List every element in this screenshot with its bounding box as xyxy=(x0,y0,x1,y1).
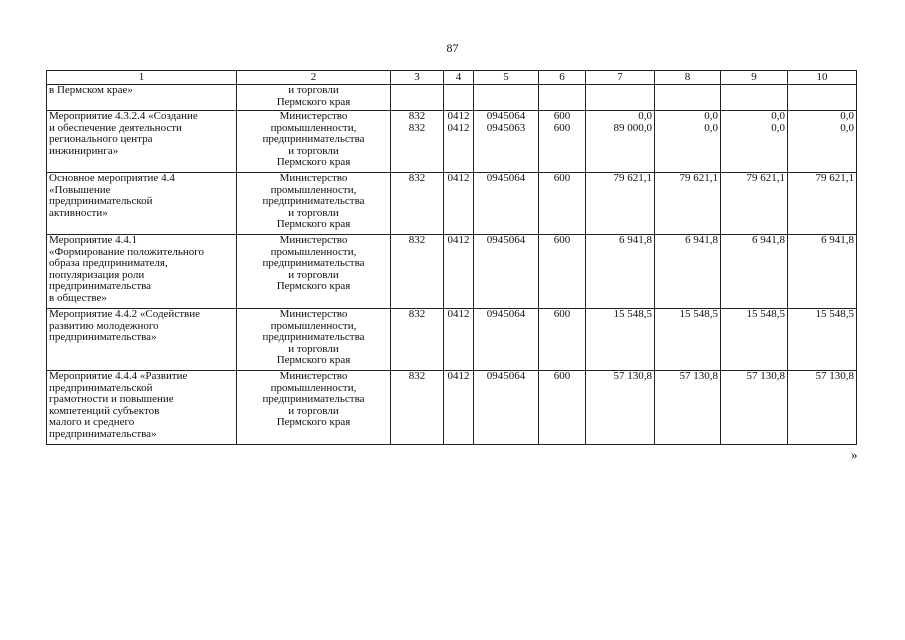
cell-amount-col8 xyxy=(655,309,721,371)
cell-activity-name xyxy=(47,173,237,235)
cell-line: развитию молодежного xyxy=(49,319,159,332)
cell-line: 0,0 xyxy=(704,121,718,134)
cell-line: предпринимательства xyxy=(49,280,152,292)
cell-line: 0412 xyxy=(447,172,470,184)
cell-line: Мероприятие 4.4.2 «Содействие xyxy=(49,308,200,320)
cell-line: Пермского края xyxy=(276,416,351,428)
cell-grbs-code xyxy=(391,371,444,445)
cell-executor xyxy=(237,235,391,309)
table-row xyxy=(47,235,857,309)
table-row xyxy=(47,309,857,371)
header-col-2: 2 xyxy=(237,71,391,85)
header-col-4: 4 xyxy=(444,71,474,85)
cell-line: предпринимательства xyxy=(262,393,365,405)
cell-line: 57 130,8 xyxy=(613,370,652,382)
cell-line: предпринимательства» xyxy=(49,331,157,343)
cell-line: предпринимательства xyxy=(262,133,365,145)
cell-expense-type xyxy=(539,235,586,309)
cell-amount-col10 xyxy=(788,371,857,445)
cell-line: 79 621,1 xyxy=(746,172,785,184)
cell-amount-col7 xyxy=(586,111,655,173)
cell-expense-type xyxy=(539,85,586,111)
cell-amount-col8 xyxy=(655,371,721,445)
cell-line: предпринимательства» xyxy=(49,427,157,440)
cell-section-code xyxy=(444,235,474,309)
cell-amount-col8 xyxy=(655,85,721,111)
cell-line: Министерство xyxy=(279,234,348,246)
cell-section-code xyxy=(444,371,474,445)
cell-activity-name xyxy=(47,371,237,445)
cell-line: компетенций субъектов xyxy=(49,404,160,417)
cell-line: 15 548,5 xyxy=(746,308,785,320)
cell-activity-name xyxy=(47,111,237,173)
cell-activity-name xyxy=(47,85,237,111)
cell-amount-col9 xyxy=(721,111,788,173)
cell-line: 0945064 xyxy=(486,172,526,184)
cell-line: 0945064 xyxy=(486,308,526,320)
cell-line: и торговли xyxy=(288,268,339,281)
cell-line: 0412 xyxy=(447,110,470,122)
cell-target-code xyxy=(474,235,539,309)
cell-line: Министерство xyxy=(279,308,348,320)
cell-line: 832 xyxy=(408,370,426,382)
table-row xyxy=(47,371,857,445)
cell-line: Министерство xyxy=(279,110,348,122)
cell-line: 89 000,0 xyxy=(613,121,652,134)
cell-line: Мероприятие 4.4.1 xyxy=(49,234,138,246)
cell-line: 15 548,5 xyxy=(613,308,652,320)
header-col-8: 8 xyxy=(655,71,721,85)
cell-line: 6 941,8 xyxy=(821,234,854,246)
header-col-6: 6 xyxy=(539,71,586,85)
header-col-1: 1 xyxy=(47,71,237,85)
cell-executor xyxy=(237,111,391,173)
cell-grbs-code xyxy=(391,235,444,309)
cell-line: в Пермском крае» xyxy=(49,84,133,96)
cell-line: Пермского края xyxy=(276,280,351,292)
cell-line: и торговли xyxy=(288,206,339,219)
cell-line: 79 621,1 xyxy=(613,172,652,184)
cell-line: 832 xyxy=(408,121,426,134)
cell-line: промышленности, xyxy=(270,121,357,134)
cell-grbs-code xyxy=(391,111,444,173)
cell-amount-col7 xyxy=(586,309,655,371)
cell-line: 0945064 xyxy=(486,110,526,122)
cell-line: активности» xyxy=(49,206,108,219)
table-row xyxy=(47,173,857,235)
cell-line: грамотности и повышение xyxy=(49,393,174,405)
cell-line: 0,0 xyxy=(840,121,854,134)
cell-line: 6 941,8 xyxy=(685,234,718,246)
cell-grbs-code xyxy=(391,309,444,371)
cell-amount-col9 xyxy=(721,235,788,309)
cell-target-code xyxy=(474,173,539,235)
cell-line: 600 xyxy=(553,172,571,184)
cell-line: 0945063 xyxy=(486,121,526,134)
cell-amount-col10 xyxy=(788,85,857,111)
cell-line: предпринимательства xyxy=(262,257,365,269)
table-row xyxy=(47,85,857,111)
cell-line: и обеспечение деятельности xyxy=(49,121,182,134)
cell-line: 832 xyxy=(408,234,426,246)
cell-line: 0412 xyxy=(447,121,470,134)
cell-line: 0,0 xyxy=(840,110,854,122)
cell-line: Пермского края xyxy=(276,354,351,366)
cell-line: предпринимательской xyxy=(49,195,153,207)
cell-line: промышленности, xyxy=(270,381,357,394)
cell-amount-col8 xyxy=(655,173,721,235)
cell-line: 6 941,8 xyxy=(752,234,785,246)
cell-line: 0412 xyxy=(447,308,470,320)
cell-amount-col10 xyxy=(788,309,857,371)
cell-line: Мероприятие 4.4.4 «Развитие xyxy=(49,370,188,382)
cell-line: «Формирование положительного xyxy=(49,245,204,258)
cell-target-code xyxy=(474,309,539,371)
cell-expense-type xyxy=(539,173,586,235)
cell-target-code xyxy=(474,85,539,111)
cell-line: 15 548,5 xyxy=(815,308,854,320)
cell-section-code xyxy=(444,309,474,371)
cell-amount-col7 xyxy=(586,85,655,111)
cell-line: 600 xyxy=(553,121,571,134)
cell-line: образа предпринимателя, xyxy=(49,257,168,269)
cell-amount-col9 xyxy=(721,173,788,235)
cell-line: предпринимательства xyxy=(262,331,365,343)
budget-table xyxy=(46,70,857,445)
header-col-9: 9 xyxy=(721,71,788,85)
header-col-5: 5 xyxy=(474,71,539,85)
cell-line: 0,0 xyxy=(704,110,718,122)
cell-line: 57 130,8 xyxy=(746,370,785,382)
cell-line: промышленности, xyxy=(270,183,357,196)
cell-line: 600 xyxy=(553,234,571,246)
cell-line: предпринимательской xyxy=(49,381,153,394)
cell-line: популяризация роли xyxy=(49,268,145,281)
cell-activity-name xyxy=(47,235,237,309)
cell-line: 600 xyxy=(553,370,571,382)
cell-section-code xyxy=(444,111,474,173)
cell-line: 79 621,1 xyxy=(815,172,854,184)
cell-line: и торговли xyxy=(288,144,339,157)
cell-section-code xyxy=(444,85,474,111)
cell-amount-col10 xyxy=(788,235,857,309)
cell-line: и торговли xyxy=(288,342,339,355)
header-col-3: 3 xyxy=(391,71,444,85)
cell-amount-col10 xyxy=(788,111,857,173)
cell-line: инжиниринга» xyxy=(49,144,119,157)
cell-amount-col8 xyxy=(655,235,721,309)
cell-expense-type xyxy=(539,111,586,173)
cell-grbs-code xyxy=(391,173,444,235)
cell-line: 57 130,8 xyxy=(679,370,718,382)
cell-line: и торговли xyxy=(288,404,339,417)
cell-line: 0412 xyxy=(447,234,470,246)
cell-line: 0412 xyxy=(447,370,470,382)
cell-line: 600 xyxy=(553,308,571,320)
cell-line: 0,0 xyxy=(771,121,785,134)
cell-line: Пермского края xyxy=(276,156,351,168)
cell-amount-col7 xyxy=(586,235,655,309)
cell-line: 79 621,1 xyxy=(679,172,718,184)
cell-executor xyxy=(237,85,391,111)
cell-line: Пермского края xyxy=(276,95,351,108)
cell-grbs-code xyxy=(391,85,444,111)
cell-target-code xyxy=(474,371,539,445)
cell-line: предпринимательства xyxy=(262,195,365,207)
cell-amount-col10 xyxy=(788,173,857,235)
cell-line: Основное мероприятие 4.4 xyxy=(49,172,175,184)
cell-line: 0,0 xyxy=(638,110,652,122)
cell-line: в обществе» xyxy=(49,291,107,304)
cell-line: 0945064 xyxy=(486,234,526,246)
cell-executor xyxy=(237,371,391,445)
cell-expense-type xyxy=(539,309,586,371)
cell-amount-col7 xyxy=(586,173,655,235)
cell-line: 0,0 xyxy=(771,110,785,122)
cell-line: Пермского края xyxy=(276,218,351,230)
cell-amount-col9 xyxy=(721,371,788,445)
cell-line: 15 548,5 xyxy=(679,308,718,320)
header-col-7: 7 xyxy=(586,71,655,85)
cell-line: 6 941,8 xyxy=(619,234,652,246)
cell-line: «Повышение xyxy=(49,183,111,196)
cell-line: Министерство xyxy=(279,172,348,184)
cell-line: Министерство xyxy=(279,370,348,382)
cell-section-code xyxy=(444,173,474,235)
cell-line: промышленности, xyxy=(270,245,357,258)
cell-target-code xyxy=(474,111,539,173)
closing-quote: » xyxy=(851,447,858,462)
cell-line: малого и среднего xyxy=(49,416,135,428)
cell-executor xyxy=(237,173,391,235)
cell-expense-type xyxy=(539,371,586,445)
cell-line: 0945064 xyxy=(486,370,526,382)
table-row xyxy=(47,111,857,173)
cell-line: 600 xyxy=(553,110,571,122)
cell-line: 57 130,8 xyxy=(815,370,854,382)
cell-line: и торговли xyxy=(288,84,339,96)
cell-line: 832 xyxy=(408,308,426,320)
cell-line: Мероприятие 4.3.2.4 «Создание xyxy=(49,110,198,122)
cell-line: регионального центра xyxy=(49,133,153,145)
cell-amount-col8 xyxy=(655,111,721,173)
cell-line: 832 xyxy=(408,110,426,122)
cell-amount-col7 xyxy=(586,371,655,445)
header-col-10: 10 xyxy=(788,71,857,85)
page-number: 87 xyxy=(446,41,459,55)
cell-amount-col9 xyxy=(721,85,788,111)
cell-line: 832 xyxy=(408,172,426,184)
table-body xyxy=(47,85,857,445)
cell-amount-col9 xyxy=(721,309,788,371)
cell-line: промышленности, xyxy=(270,319,357,332)
cell-activity-name xyxy=(47,309,237,371)
header-row xyxy=(47,71,857,85)
cell-executor xyxy=(237,309,391,371)
